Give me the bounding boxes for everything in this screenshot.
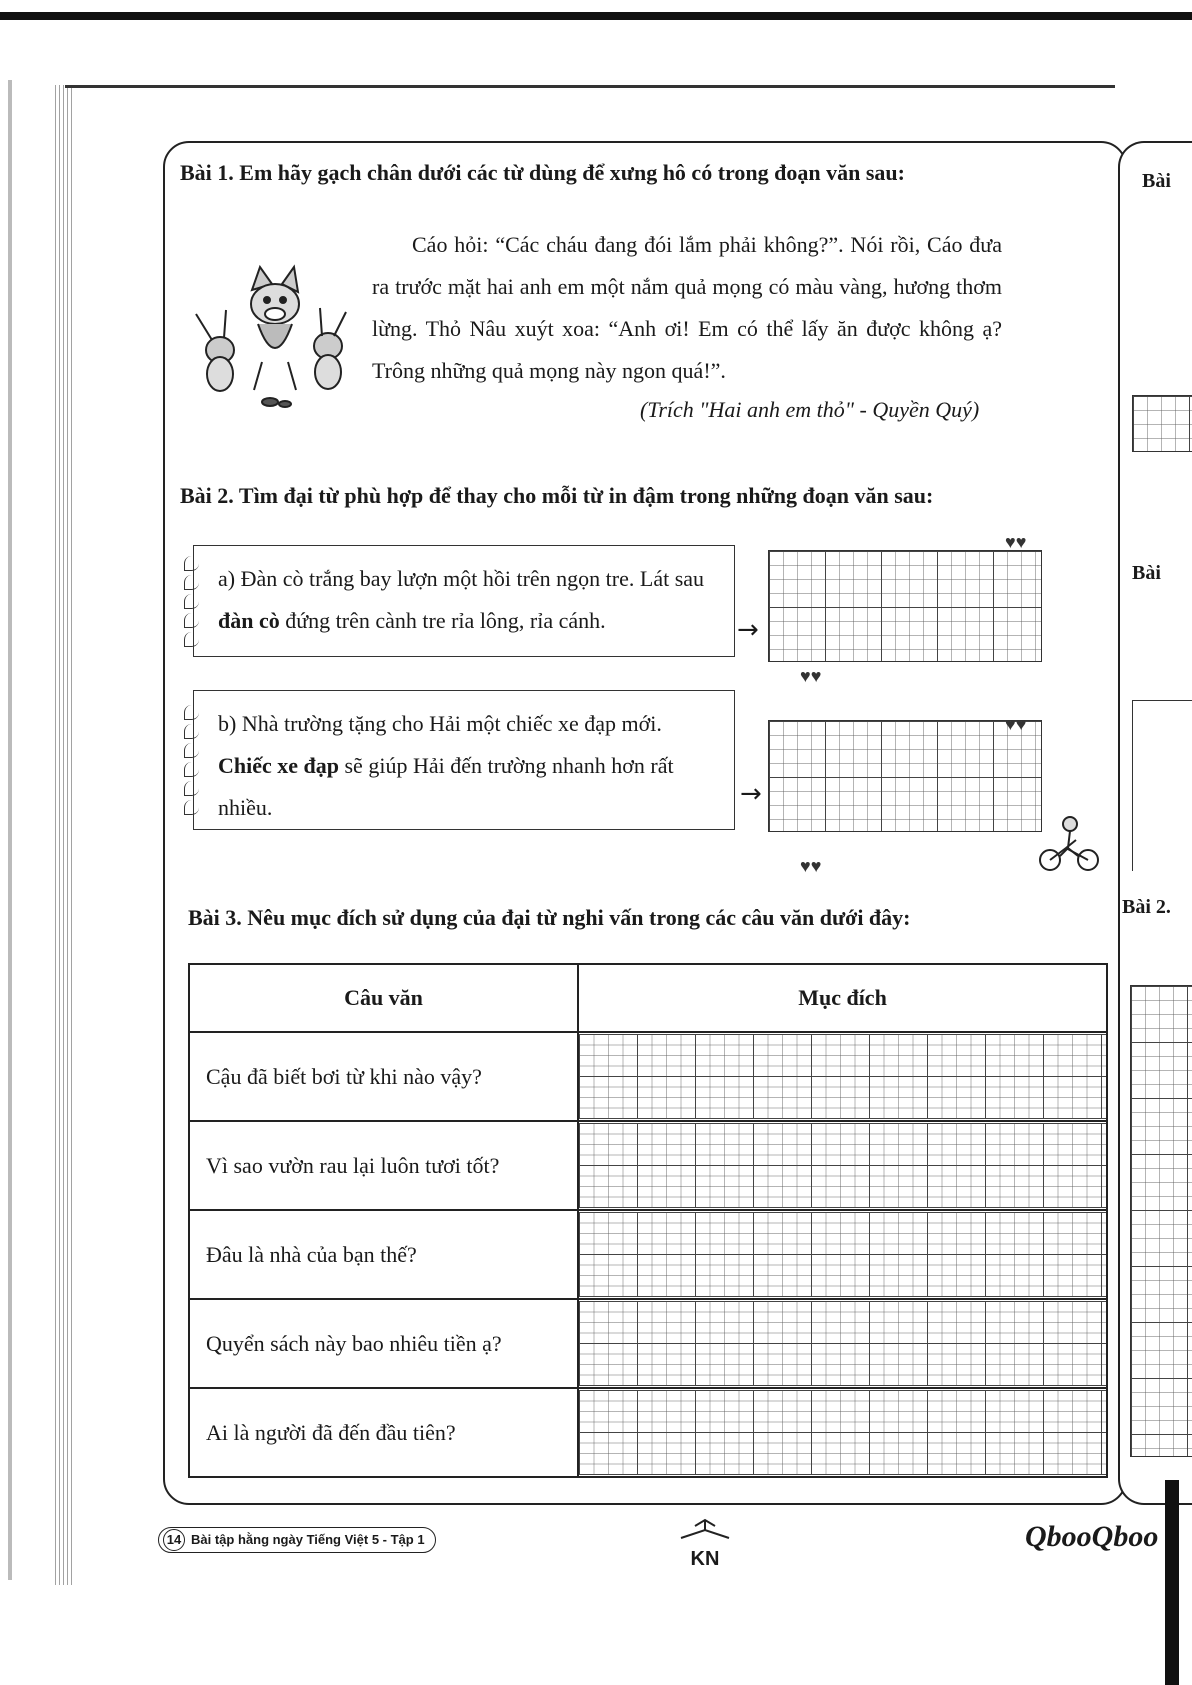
- answer-cell[interactable]: [578, 1032, 1107, 1121]
- bai1-passage-text: Cáo hỏi: “Các cháu đang đói lắm phải không?”. Nói rồi, Cáo đưa ra trước mặt hai anh em một nắm quả mọng có màu vàng, hương thơm lừng. Thỏ Nâu xuýt xoa: “Anh ơi! Em có thể lấy ăn được không ạ? Trông những quả mọng này ngon quá!”.: [372, 232, 1002, 383]
- answer-cell[interactable]: [578, 1210, 1107, 1299]
- page-binding-edge: [55, 85, 73, 1585]
- table-header-row: [189, 964, 1107, 1032]
- bai2-a-text: [218, 558, 718, 642]
- question-cell: Vì sao vườn rau lại luôn tươi tốt?: [189, 1121, 578, 1210]
- bai2-b-bold-word: Chiếc xe đạp: [218, 753, 339, 778]
- spiral-binding: [184, 556, 198, 651]
- bai2-b-pre: b) Nhà trường tặng cho Hải một chiếc xe đạp mới.: [218, 711, 662, 736]
- bai2-a-post: đứng trên cành tre rỉa lông, rỉa cánh.: [279, 608, 606, 633]
- footer-book-label: [158, 1527, 436, 1553]
- hearts-icon: ♥♥: [800, 666, 822, 686]
- bai2-a-pre: a) Đàn cò trắng bay lượn một hồi trên ngọn tre. Lát sau: [218, 566, 705, 591]
- answer-cell[interactable]: [578, 1299, 1107, 1388]
- publisher-logo-text: KN: [690, 1548, 720, 1570]
- scan-left-edge: [8, 80, 12, 1580]
- question-cell: Cậu đã biết bơi từ khi nào vậy?: [189, 1032, 578, 1121]
- fox-rabbits-illustration: [190, 262, 358, 412]
- hearts-icon: ♥♥: [800, 856, 822, 876]
- header-muc-dich: Mục đích: [578, 964, 1107, 1032]
- question-cell: Đâu là nhà của bạn thế?: [189, 1210, 578, 1299]
- scan-right-edge: [1165, 1480, 1179, 1685]
- table-row: [189, 1210, 1107, 1299]
- bai2-b-answer-grid[interactable]: [768, 720, 1042, 832]
- book-logo-icon: [675, 1518, 735, 1542]
- next-page-label: Bài: [1132, 562, 1161, 584]
- next-page-grid: [1130, 985, 1192, 1457]
- bai2-a-answer-grid[interactable]: [768, 550, 1042, 662]
- bai1-passage: [372, 224, 1002, 392]
- next-page-label: Bài 2.: [1122, 896, 1171, 918]
- book-title: Bài tập hằng ngày Tiếng Việt 5 - Tập 1: [191, 1532, 425, 1547]
- next-page-box: [1132, 700, 1192, 871]
- bai2-title: Bài 2. Tìm đại từ phù hợp để thay cho mỗi từ in đậm trong những đoạn văn sau:: [180, 483, 934, 508]
- spiral-binding: [184, 705, 198, 819]
- table-row: [189, 1032, 1107, 1121]
- bai2-a-box: [193, 545, 735, 657]
- table-row: [189, 1388, 1107, 1477]
- answer-cell[interactable]: [578, 1388, 1107, 1477]
- brand-logo: QbooQboo: [1025, 1520, 1159, 1553]
- bai2-a-bold-word: đàn cò: [218, 608, 280, 633]
- bai2-a-arrow-icon: →: [737, 615, 759, 645]
- bai3-table: [188, 963, 1108, 1478]
- question-cell: Ai là người đã đến đầu tiên?: [189, 1388, 578, 1477]
- bai2-b-post: sẽ giúp Hải đến trường nhanh hơn rất nhiều.: [218, 753, 674, 820]
- bai1-source: (Trích "Hai anh em thỏ" - Quyền Quý): [640, 397, 980, 422]
- page-number: 14: [163, 1529, 185, 1551]
- hearts-icon: ♥♥: [1005, 532, 1027, 552]
- publisher-logo: [670, 1518, 740, 1568]
- answer-cell[interactable]: [578, 1121, 1107, 1210]
- question-cell: Quyển sách này bao nhiêu tiền ạ?: [189, 1299, 578, 1388]
- header-cau-van: Câu văn: [189, 964, 578, 1032]
- hearts-icon: ♥♥: [1005, 714, 1027, 734]
- bai3-title: Bài 3. Nêu mục đích sử dụng của đại từ nghi vấn trong các câu văn dưới đây:: [188, 905, 911, 930]
- next-page-grid: [1132, 395, 1192, 452]
- page-top-border: [65, 85, 1115, 88]
- bicycle-boy-icon: [1038, 808, 1102, 872]
- table-row: [189, 1299, 1107, 1388]
- table-row: [189, 1121, 1107, 1210]
- scan-top-edge: [0, 12, 1192, 20]
- bai2-b-arrow-icon: →: [740, 779, 762, 809]
- bai1-title: Bài 1. Em hãy gạch chân dưới các từ dùng để xưng hô có trong đoạn văn sau:: [180, 160, 905, 185]
- next-page-label: Bài: [1142, 170, 1171, 192]
- bai2-b-text: [218, 703, 718, 829]
- bai2-b-box: [193, 690, 735, 830]
